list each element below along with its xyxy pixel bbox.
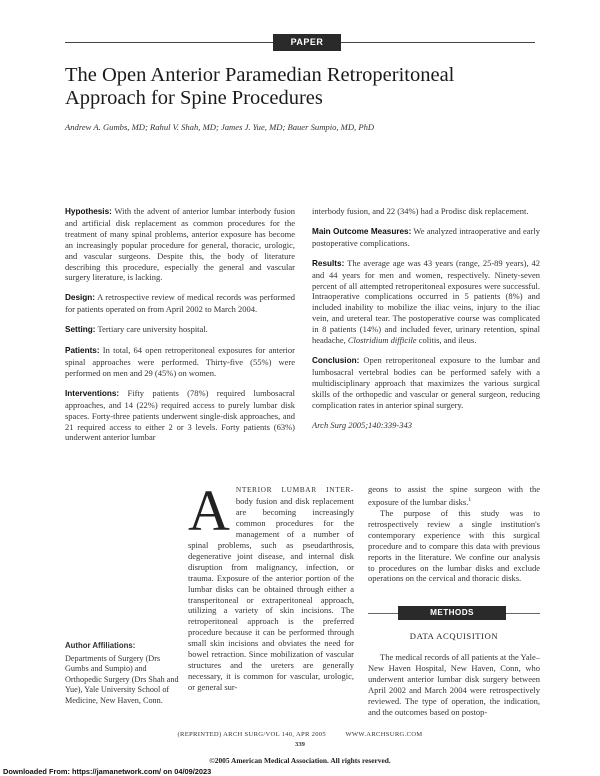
patients-label: Patients:: [65, 346, 100, 356]
interventions-label: Interventions:: [65, 388, 120, 398]
abstract-interventions: [65, 388, 295, 444]
abstract-design: [65, 292, 295, 315]
results-text-1: The average age was 43 years (range, 25-89 years), 42 and 44 years for men and women, respectively. Ninety-seven percent of all attempted retroperitoneal exposures were successful. Intraoperative complications occurred in 5 patients (8%) and included inability to mobilize the iliac veins, injury to the iliac vein, and ureteral tear. The postoperative course was complicated in 8 patients (14%) and included fever, urinary retention, spinal headache,: [312, 257, 540, 346]
citation: Arch Surg 2005;140:339-343: [312, 419, 412, 430]
data-acquisition-heading: DATA ACQUISITION: [409, 631, 499, 641]
article-title: The Open Anterior Paramedian Retroperitoneal Approach for Spine Procedures: [65, 64, 455, 109]
author-list: Andrew A. Gumbs, MD; Rahul V. Shah, MD; James J. Yue, MD; Bauer Sumpio, MD, PhD: [65, 122, 375, 132]
abstract-column-right: [312, 206, 540, 430]
abstract-setting: [65, 324, 295, 336]
design-text: A retrospective review of medical records was performed for patients operated on from April 2002 to March 2004.: [65, 292, 295, 315]
body-paragraph-2: The purpose of this study was to retrospectively review a single institution's contemporary experience with this surgical procedure and to compare this data with previous reports in the literature. We confine our analysis to procedures on the lumbar disks and exclude operations on the cervical and thoracic disks.: [368, 507, 540, 584]
abstract-hypothesis: [65, 206, 295, 283]
design-label: Design:: [65, 293, 96, 303]
download-stamp: Downloaded From: https://jamanetwork.com/ on 04/09/2023: [3, 767, 212, 776]
setting-label: Setting:: [65, 325, 96, 335]
lead-smallcaps: NTERIOR LUMBAR INTER-: [235, 485, 354, 494]
copyright-notice: ©2005 American Medical Association. All rights reserved.: [209, 756, 391, 765]
reference-sup: 1: [468, 496, 472, 503]
conclusion-text: Open retroperitoneal exposure to the lumbar and lumbosacral vertebral bodies can be performed safely with a multidisciplinary approach that maximizes the various surgical skills of the orthopedic and vascular or general surgeon, reducing complication rates in anterior spinal surgery.: [312, 354, 540, 410]
conclusion-label: Conclusion:: [312, 355, 360, 365]
outcome-text: We analyzed intraoperative and early postoperative complications.: [312, 225, 540, 248]
body-column-right: [368, 484, 540, 584]
hypothesis-label: Hypothesis:: [65, 207, 112, 216]
body-paragraph-1: [368, 484, 540, 508]
body-column-right-lower: [368, 652, 540, 718]
methods-heading: METHODS: [398, 606, 506, 620]
outcome-label: Main Outcome Measures:: [312, 226, 412, 236]
results-italic: Clostridium difficile: [347, 335, 417, 346]
intro-text: body fusion and disk replacement are becoming increasingly common procedures for the management of a number of spinal problems, such as pseudarthrosis, degenerative joint disease, and internal disk disruption from malignancy, infection, or trauma. Exposure of the anterior portion of the lumbar disks can be obtained through either a transperitoneal or extraperitoneal approach, utilizing a variety of skin incisions. The retroperitoneal approach is the preferred procedure because it can be performed through small skin incisions and obviates the need for bowel retraction. Since mobilization of vascular structures and the ureters are generally necessary, it is common for vascular, urologic, or general sur-: [188, 495, 354, 693]
section-tag: PAPER: [273, 34, 341, 51]
affiliations-heading: Author Affiliations:: [65, 641, 136, 650]
intro-paragraph: [188, 478, 354, 693]
abstract-results: [312, 258, 540, 346]
body-column-left: [188, 478, 354, 693]
journal-footer: (REPRINTED) ARCH SURG/VOL 140, APR 2005 WWW.ARCHSURG.COM: [177, 731, 423, 738]
interventions-text: Fifty patients (78%) required lumbosacral approaches, and 14 (22%) required access to purely lumbar disk spaces. Forty-three patients underwent single-disk approaches, and 21 required access to either 2 or 3 levels. Forty patients (63%) underwent anterior lumbar: [65, 387, 295, 443]
body-p1-text: geons to assist the spine surgeon with the exposure of the lumbar disks.: [368, 484, 540, 507]
results-label: Results:: [312, 258, 345, 268]
affiliations-text: Departments of Surgery (Drs Gumbs and Sumpio) and Orthopedic Surgery (Drs Shah and Yue), Yale University School of Medicine, New Haven, Conn.: [65, 653, 179, 705]
author-affiliations: [65, 641, 180, 707]
results-text-2: colitis, and ileus.: [416, 335, 477, 346]
interventions-continued: interbody fusion, and 22 (34%) had a Prodisc disk replacement.: [312, 206, 529, 216]
body-paragraph-3: The medical records of all patients at the Yale–New Haven Hospital, New Haven, Conn, who underwent anterior lumbar disk surgery between April 2002 and March 2004 were retrospectively reviewed. The type of operation, the indication, and the outcomes based on postop-: [368, 652, 540, 717]
setting-text: Tertiary care university hospital.: [97, 324, 208, 335]
abstract-conclusion: [312, 355, 540, 411]
drop-cap: A: [188, 478, 230, 543]
hypothesis-text: With the advent of anterior lumbar interbody fusion and artificial disk replacement as common procedures for the treatment of many spinal problems, anterior exposure has become an increasingly popular procedure for general, thoracic, urologic, and vascular surgeons. Despite this, the body of literature describing this procedure, especially the general and vascular surgery literature, is lacking.: [65, 206, 295, 283]
abstract-patients: [65, 345, 295, 379]
patients-text: In total, 64 open retroperitoneal exposures for anterior spinal approaches were performed. Thirty-five (55%) were performed on men and 29 (45%) on women.: [65, 345, 295, 378]
abstract-column-left: [65, 206, 295, 452]
abstract-outcome: [312, 226, 540, 249]
page-number: 339: [295, 741, 305, 748]
